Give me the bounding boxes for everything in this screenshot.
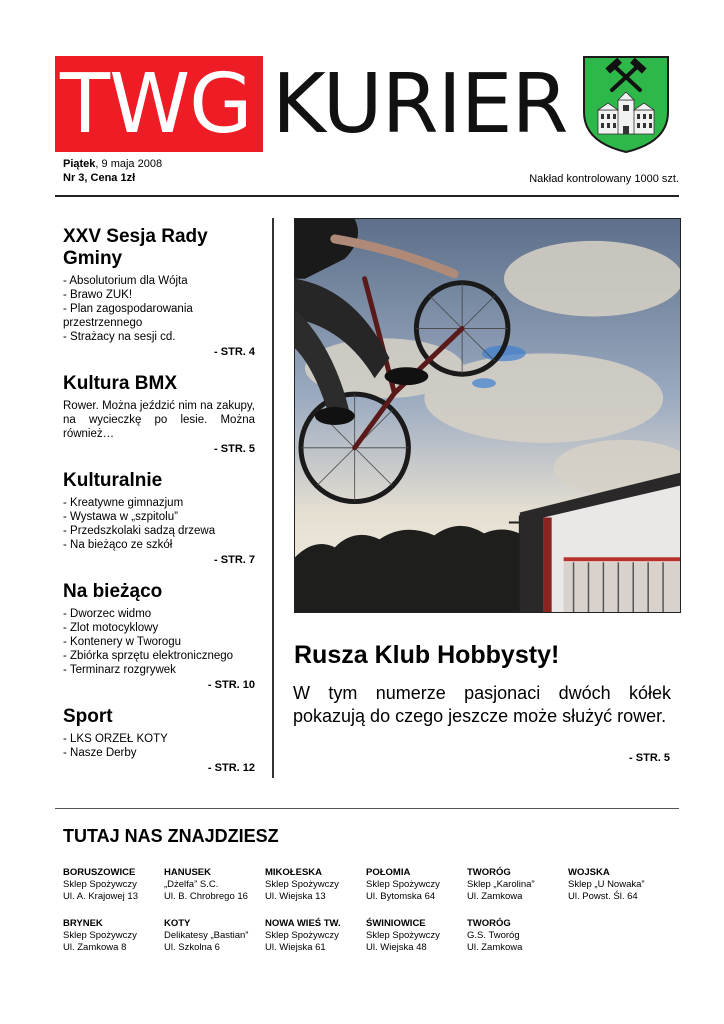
section-item: - Brawo ZUK! <box>63 289 133 301</box>
section-item: - Na bieżąco ze szkół <box>63 539 173 551</box>
shop-name: Delikatesy „Bastian” <box>164 930 249 941</box>
shop-address: Ul. B. Chrobrego 16 <box>164 891 248 902</box>
issue-date-text: , 9 maja 2008 <box>95 158 163 170</box>
section-item: - Przedszkolaki sadzą drzewa <box>63 525 216 537</box>
lead-title: Rusza Klub Hobbysty! <box>294 641 560 669</box>
section-item: - Nasze Derby <box>63 747 137 759</box>
shop-address: Ul. Wiejska 13 <box>265 891 326 902</box>
shop-address: Ul. Wiejska 61 <box>265 942 326 953</box>
section-page-ref: - STR. 5 <box>214 443 255 455</box>
shop-name: G.S. Tworóg <box>467 930 520 941</box>
shop-town: ŚWINIOWICE <box>366 918 426 929</box>
lead-text: W tym numerze pasjonaci dwóch kółek pokazują do czego jeszcze może służyć rower. <box>293 683 671 726</box>
section-na-biezaco <box>63 581 255 692</box>
section-page-ref: - STR. 4 <box>214 346 255 358</box>
shop-town: TWORÓG <box>467 867 511 878</box>
shop-name: Sklep „Karolina” <box>467 879 535 890</box>
shop-name: Sklep Spożywczy <box>366 879 440 890</box>
section-title: Na bieżąco <box>63 581 163 602</box>
section-item: - Zlot motocyklowy <box>63 622 159 634</box>
shop-entry <box>467 867 567 903</box>
shop-entry <box>366 867 466 903</box>
shop-entry <box>164 867 264 903</box>
section-page-ref: - STR. 12 <box>207 762 255 774</box>
bmx-photo <box>294 218 681 613</box>
section-item: - Dworzec widmo <box>63 608 152 620</box>
contents-column <box>63 226 255 789</box>
section-page-ref: - STR. 7 <box>214 554 255 566</box>
column-divider <box>272 218 274 778</box>
section-item: - Kontenery w Tworogu <box>63 636 182 648</box>
shop-name: Sklep Spożywczy <box>63 879 137 890</box>
section-item: - Terminarz rozgrywek <box>63 664 176 676</box>
top-divider <box>55 195 679 197</box>
shop-entry <box>568 867 668 903</box>
section-title: XXV Sesja Rady Gminy <box>63 226 208 269</box>
shop-town: NOWA WIEŚ TW. <box>265 918 341 929</box>
shop-name: Sklep Spożywczy <box>63 930 137 941</box>
section-item: - Zbiórka sprzętu elektronicznego <box>63 650 234 662</box>
section-item: - Absolutorium dla Wójta <box>63 275 188 287</box>
section-sesja <box>63 226 255 359</box>
shop-name: „Dżelfa” S.C. <box>164 879 219 890</box>
section-bmx <box>63 373 255 456</box>
section-title: Kulturalnie <box>63 470 163 491</box>
shop-address: Ul. Powst. Śl. 64 <box>568 891 638 902</box>
masthead-kurier: KURIER <box>272 57 568 152</box>
shop-town: KOTY <box>164 918 191 929</box>
bottom-divider <box>55 808 679 809</box>
section-title: Sport <box>63 706 113 727</box>
shop-town: MIKOŁESKA <box>265 867 322 878</box>
shop-name: Sklep Spożywczy <box>265 930 339 941</box>
lead-page-ref: - STR. 5 <box>629 752 670 764</box>
shop-name: Sklep Spożywczy <box>366 930 440 941</box>
section-item: - Kreatywne gimnazjum <box>63 497 184 509</box>
find-us-title: TUTAJ NAS ZNAJDZIESZ <box>63 826 279 846</box>
shop-address: Ul. Zamkowa 8 <box>63 942 127 953</box>
coat-of-arms-icon <box>580 54 672 154</box>
shop-town: BRYNEK <box>63 918 103 929</box>
shop-town: TWORÓG <box>467 918 511 929</box>
shop-entry <box>467 918 567 954</box>
section-item: - Wystawa w „szpitolu” <box>63 511 178 523</box>
shop-address: Ul. Bytomska 64 <box>366 891 436 902</box>
section-item: - Plan zagospodarowania przestrzennego <box>63 303 193 329</box>
shop-entry <box>63 918 163 954</box>
shop-address: Ul. Wiejska 48 <box>366 942 427 953</box>
section-sport <box>63 706 255 775</box>
shop-name: Sklep „U Nowaka” <box>568 879 645 890</box>
shop-town: BORUSZOWICE <box>63 867 136 878</box>
issue-day: Piątek <box>63 158 96 170</box>
issue-date <box>63 157 162 171</box>
shop-town: HANUSEK <box>164 867 211 878</box>
circulation: Nakład kontrolowany 1000 szt. <box>529 173 679 185</box>
shop-address: Ul. Zamkowa <box>467 891 523 902</box>
shop-entry <box>164 918 264 954</box>
section-text: Rower. Można jeździć nim na zakupy, na wycieczkę po lesie. Można również… <box>63 400 255 440</box>
section-item: - Strażacy na sesji cd. <box>63 331 176 343</box>
shop-address: Ul. Zamkowa <box>467 942 523 953</box>
shop-address: Ul. Szkolna 6 <box>164 942 220 953</box>
shop-entry <box>366 918 466 954</box>
shop-town: WOJSKA <box>568 867 610 878</box>
shop-town: POŁOMIA <box>366 867 411 878</box>
shop-entry <box>63 867 163 903</box>
section-item: - LKS ORZEŁ KOTY <box>63 733 168 745</box>
shop-address: Ul. A. Krajowej 13 <box>63 891 138 902</box>
shop-entry <box>265 867 365 903</box>
masthead-twg: TWG <box>60 57 252 152</box>
section-kulturalnie <box>63 470 255 567</box>
shop-entry <box>265 918 365 954</box>
section-page-ref: - STR. 10 <box>207 679 255 691</box>
issue-number-price: Nr 3, Cena 1zł <box>63 172 136 184</box>
shop-name: Sklep Spożywczy <box>265 879 339 890</box>
section-title: Kultura BMX <box>63 373 177 394</box>
